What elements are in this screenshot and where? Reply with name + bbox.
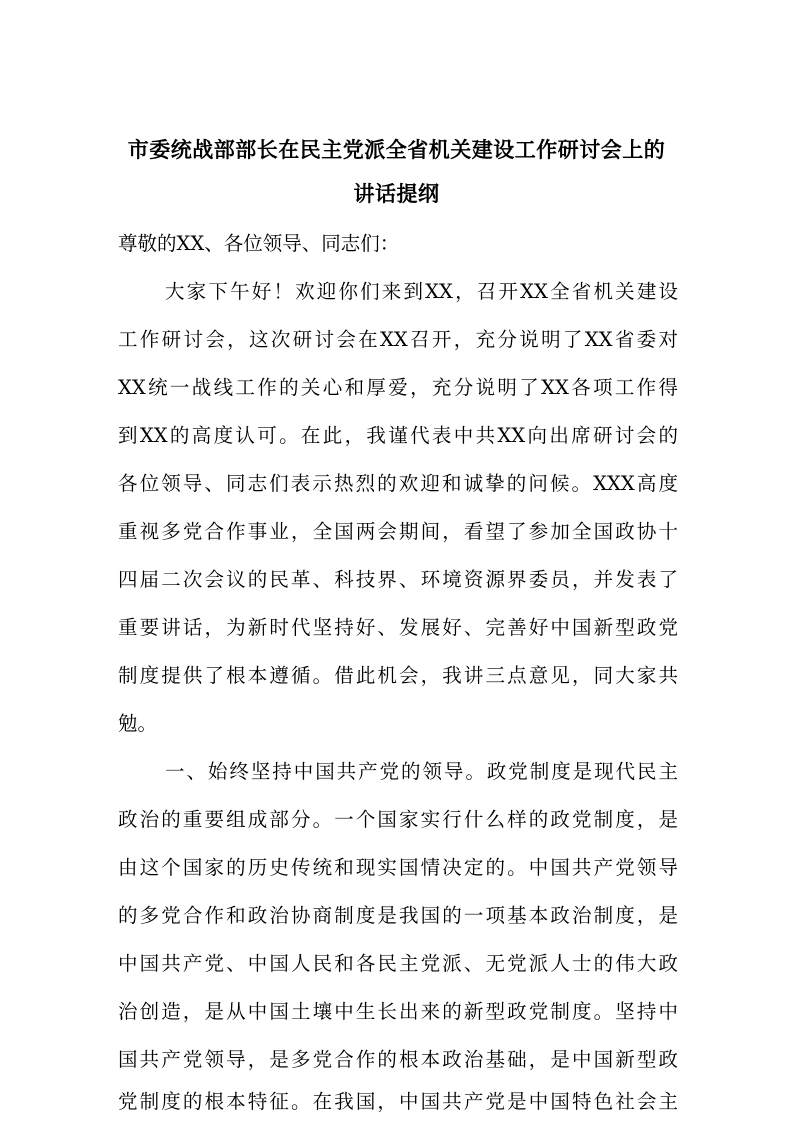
document-title-line-1: 市委统战部部长在民主党派全省机关建设工作研讨会上的 [127, 138, 666, 162]
paragraph-2-line: 中国共产党、中国人民和各民主党派、无党派人士的伟大政 [118, 952, 678, 975]
paragraph-1-line: 大家下午好！欢迎你们来到XX，召开XX全省机关建设 [165, 280, 678, 303]
paragraph-1-line: 四届二次会议的民革、科技界、环境资源界委员，并发表了 [118, 568, 678, 591]
paragraph-2-line: 政治的重要组成部分。一个国家实行什么样的政党制度，是 [118, 808, 678, 831]
paragraph-1-line: 制度提供了根本遵循。借此机会，我讲三点意见，同大家共 [118, 664, 678, 687]
document-title-line-2: 讲话提纲 [353, 182, 440, 206]
paragraph-1-line: XX统一战线工作的关心和厚爱，充分说明了XX各项工作得 [118, 376, 678, 399]
salutation: 尊敬的XX、各位领导、同志们： [118, 232, 400, 255]
paragraph-1-line: 到XX的高度认可。在此，我谨代表中共XX向出席研讨会的 [118, 424, 678, 447]
paragraph-1-line: 各位领导、同志们表示热烈的欢迎和诚挚的问候。XXX高度 [118, 472, 678, 495]
paragraph-2-line: 治创造，是从中国土壤中生长出来的新型政党制度。坚持中 [118, 1000, 678, 1023]
paragraph-1-line: 重视多党合作事业，全国两会期间，看望了参加全国政协十 [118, 520, 678, 543]
paragraph-2-line: 一、始终坚持中国共产党的领导。政党制度是现代民主 [165, 760, 678, 783]
paragraph-2-line: 党制度的根本特征。在我国，中国共产党是中国特色社会主 [118, 1090, 678, 1113]
paragraph-2-line: 的多党合作和政治协商制度是我国的一项基本政治制度，是 [118, 904, 678, 927]
paragraph-1-line: 重要讲话，为新时代坚持好、发展好、完善好中国新型政党 [118, 616, 678, 639]
paragraph-2-line: 国共产党领导，是多党合作的根本政治基础，是中国新型政 [118, 1048, 678, 1071]
paragraph-2-line: 由这个国家的历史传统和现实国情决定的。中国共产党领导 [118, 856, 678, 879]
paragraph-1-line: 勉。 [118, 712, 158, 735]
paragraph-1-line: 工作研讨会，这次研讨会在XX召开，充分说明了XX省委对 [118, 328, 678, 351]
